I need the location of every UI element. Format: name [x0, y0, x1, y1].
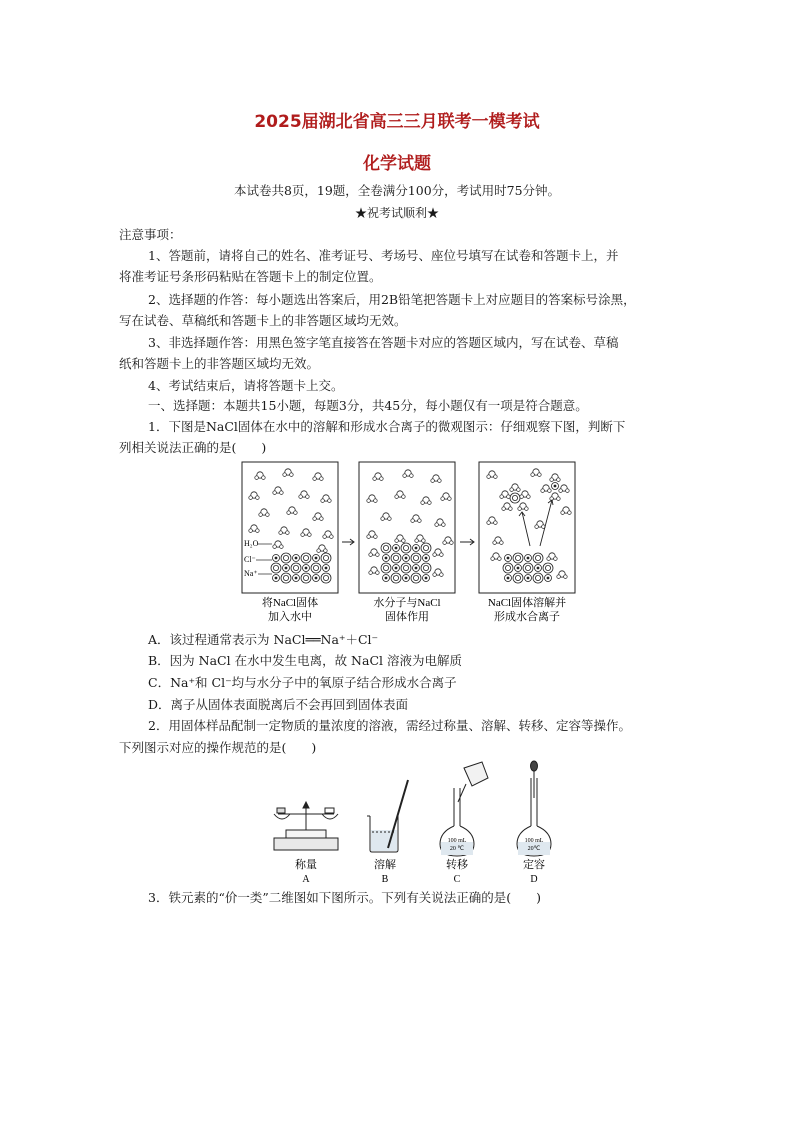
note-2b: 写在试卷、草稿纸和答题卡上的非答题区域均无效。: [119, 313, 407, 328]
flask-d-volume: 100 mL: [524, 838, 544, 844]
beaker-icon: [367, 780, 408, 852]
label-na: Na⁺: [244, 569, 258, 578]
note-1a: 1、答题前，请将自己的姓名、准考证号、考场号、座位号填写在试卷和答题卡上，并: [148, 248, 619, 263]
q1-stem-b: 列相关说法正确的是( ): [119, 440, 267, 455]
note-4: 4、考试结束后，请将答题卡上交。: [148, 378, 344, 393]
q3-stem: 3．铁元素的“价一类”二维图如下图所示。下列有关说法正确的是( ): [148, 890, 541, 905]
label-cl: Cl⁻: [244, 555, 256, 564]
exam-subtitle: 化学试题: [363, 154, 431, 174]
section-1-heading: 一、选择题：本题共15小题，每题3分，共45分，每小题仅有一项是符合题意。: [148, 398, 588, 413]
label-h2o: H₂O: [244, 539, 259, 548]
op-d-letter: D: [530, 874, 538, 885]
arrow-2: [460, 539, 474, 545]
note-3a: 3、非选择题作答：用黑色签字笔直接答在答题卡对应的答题区域内，写在试卷、草稿: [148, 335, 619, 350]
op-b-name: 溶解: [374, 859, 396, 871]
note-2a: 2、选择题的作答：每小题选出答案后，用2B铅笔把答题卡上对应题目的答案标号涂黑，: [148, 292, 636, 307]
flask-d-temp: 20℃: [527, 846, 541, 852]
balance-icon: [274, 802, 338, 850]
q1-option-c: C．Na⁺和 Cl⁻均与水分子中的氧原子结合形成水合离子: [148, 675, 457, 690]
notes-heading: 注意事项：: [119, 227, 182, 242]
nacl-dissolution-figure: [240, 460, 590, 628]
flask-c-volume: 100 mL: [447, 838, 467, 844]
q2-stem-b: 下列图示对应的操作规范的是( ): [119, 740, 317, 755]
panel-3-caption-1: NaCl固体溶解并: [487, 597, 567, 609]
panel-1-caption-1: 将NaCl固体: [261, 597, 319, 609]
flask-c-temp: 20 ℃: [449, 846, 465, 852]
q1-option-b: B．因为 NaCl 在水中发生电离，故 NaCl 溶液为电解质: [148, 653, 462, 668]
panel-2-caption-1: 水分子与NaCl: [373, 597, 441, 609]
panel-2-caption-2: 固体作用: [385, 611, 429, 623]
exam-title: 2025届湖北省高三三月联考一模考试: [254, 112, 540, 132]
q1-option-a: A．该过程通常表示为 NaCl══Na⁺＋Cl⁻: [148, 632, 379, 647]
exam-wish: ★祝考试顺利★: [354, 206, 439, 220]
op-d-name: 定容: [523, 859, 545, 871]
op-c-name: 转移: [446, 859, 468, 871]
q1-option-d: D．离子从固体表面脱离后不会再回到固体表面: [148, 697, 409, 712]
q2-stem-a: 2．用固体样品配制一定物质的量浓度的溶液，需经过称量、溶解、转移、定容等操作。: [148, 718, 631, 733]
panel-3-caption-2: 形成水合离子: [494, 611, 560, 623]
arrow-1: [342, 539, 354, 545]
lab-operations-svg: [268, 758, 568, 888]
nacl-dissolution-svg: [240, 460, 590, 628]
exam-info: 本试卷共8页，19题，全卷满分100分，考试用时75分钟。: [233, 183, 561, 198]
op-b-letter: B: [381, 874, 389, 885]
q1-stem-a: 1．下图是NaCl固体在水中的溶解和形成水合离子的微观图示：仔细观察下图，判断下: [148, 419, 626, 434]
note-3b: 纸和答题卡上的非答题区域均无效。: [119, 356, 320, 371]
note-1b: 将准考证号条形码粘贴在答题卡上的制定位置。: [119, 269, 382, 284]
op-c-letter: C: [453, 874, 461, 885]
panel-1-caption-2: 加入水中: [268, 611, 312, 623]
op-a-letter: A: [302, 874, 310, 885]
lab-operations-figure: [268, 758, 568, 888]
op-a-name: 称量: [295, 859, 317, 871]
